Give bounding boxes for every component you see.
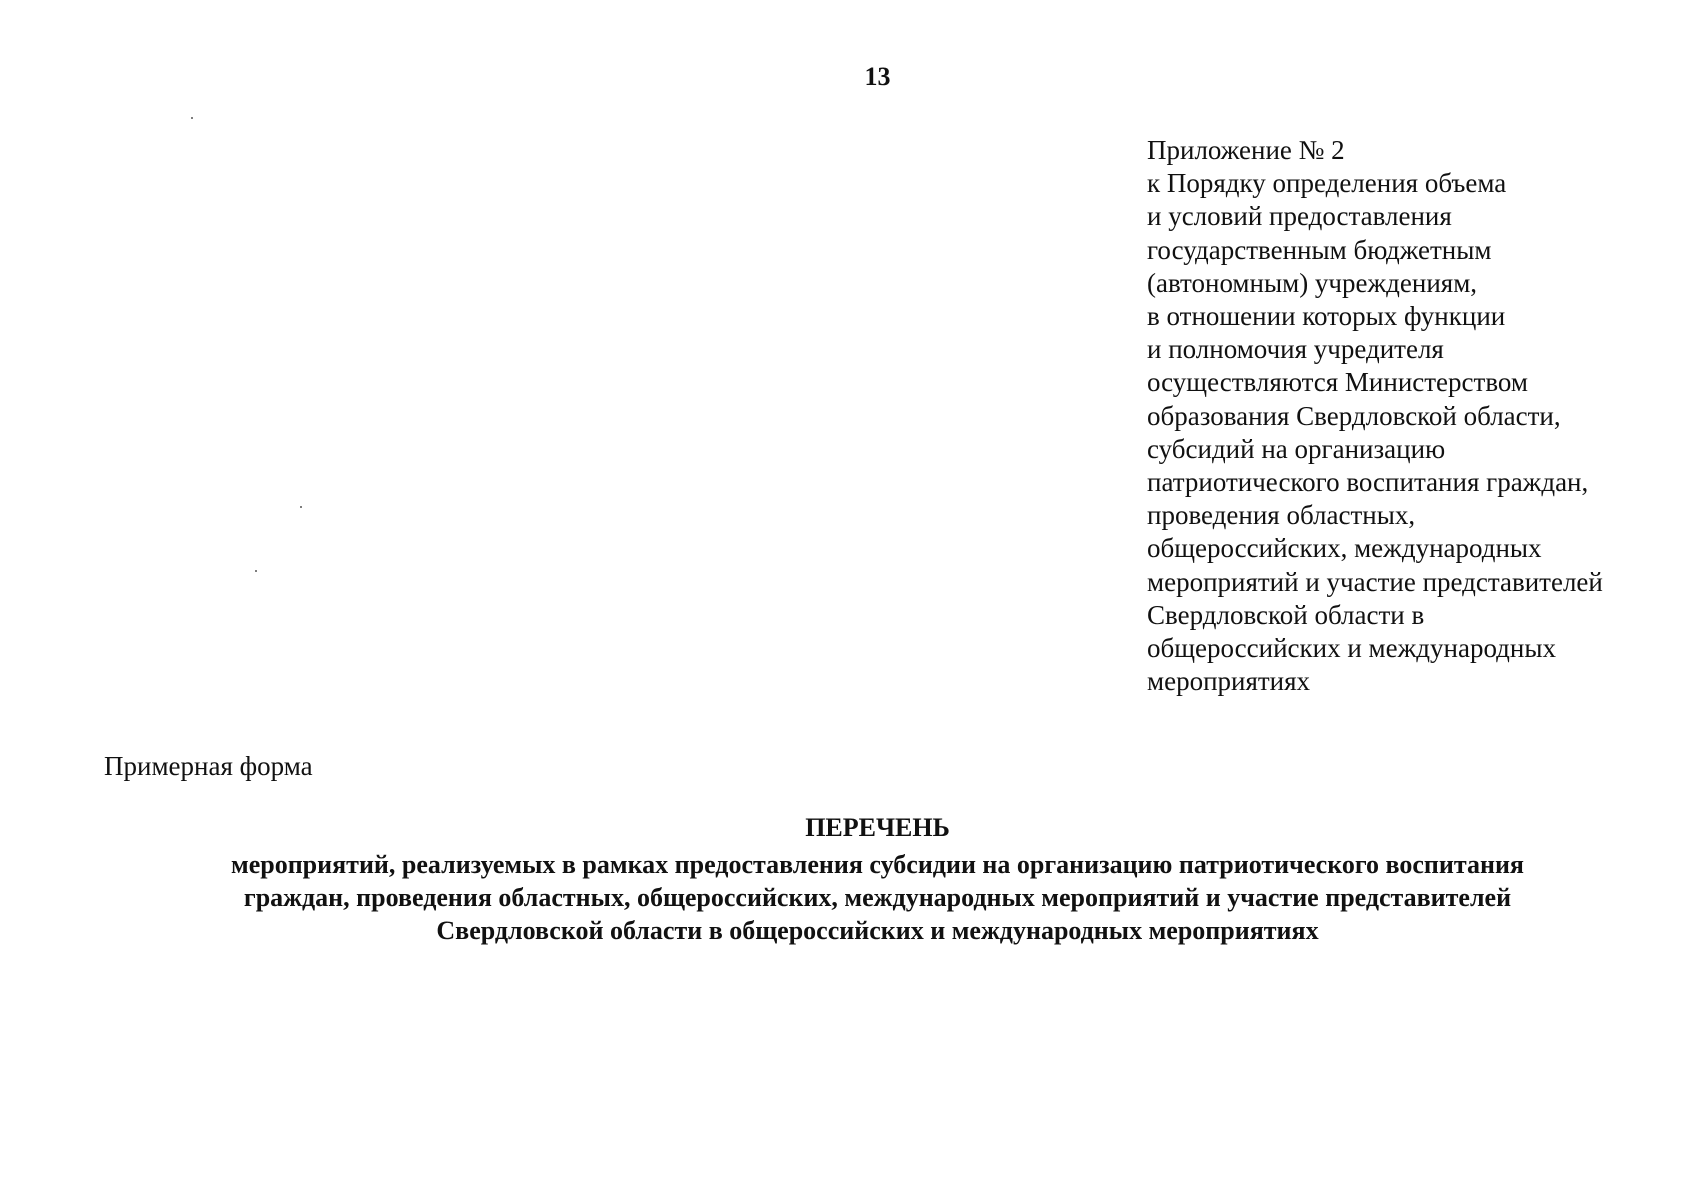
subtitle-line: Свердловской области в общероссийских и международных мероприятиях	[436, 916, 1319, 945]
appendix-line: (автономным) учреждениям,	[1147, 267, 1478, 298]
appendix-line: патриотического воспитания граждан,	[1147, 467, 1589, 498]
scan-speck	[255, 570, 257, 572]
appendix-line: общероссийских, международных	[1147, 533, 1542, 564]
form-type-label: Примерная форма	[104, 751, 313, 781]
appendix-block	[1147, 134, 1667, 698]
appendix-line: субсидий на организацию	[1147, 433, 1446, 464]
appendix-line: мероприятиях	[1147, 666, 1311, 697]
subtitle-line: граждан, проведения областных, общероссийских, международных мероприятий и участие представителей	[243, 883, 1512, 912]
appendix-line: к Порядку определения объема	[1147, 168, 1507, 199]
appendix-line: государственным бюджетным	[1147, 234, 1492, 265]
appendix-line: и полномочия учредителя	[1147, 334, 1444, 365]
appendix-line: осуществляются Министерством	[1147, 367, 1528, 398]
subtitle-line: мероприятий, реализуемых в рамках предоставления субсидии на организацию патриотического воспитания	[230, 850, 1524, 879]
scan-speck	[191, 117, 193, 119]
page-number: 13	[864, 62, 891, 91]
appendix-line: Приложение № 2	[1147, 135, 1345, 165]
appendix-line: мероприятий и участие представителей	[1147, 566, 1603, 597]
appendix-line: и условий предоставления	[1147, 201, 1452, 232]
document-subtitle	[0, 848, 1698, 947]
appendix-line: Свердловской области в	[1147, 599, 1425, 630]
appendix-line: общероссийских и международных	[1147, 633, 1556, 664]
appendix-line: в отношении которых функции	[1147, 301, 1506, 332]
document-title: ПЕРЕЧЕНЬ	[805, 813, 950, 842]
appendix-line: проведения областных,	[1147, 500, 1416, 531]
scan-speck	[300, 506, 302, 508]
appendix-line: образования Свердловской области,	[1147, 400, 1561, 431]
